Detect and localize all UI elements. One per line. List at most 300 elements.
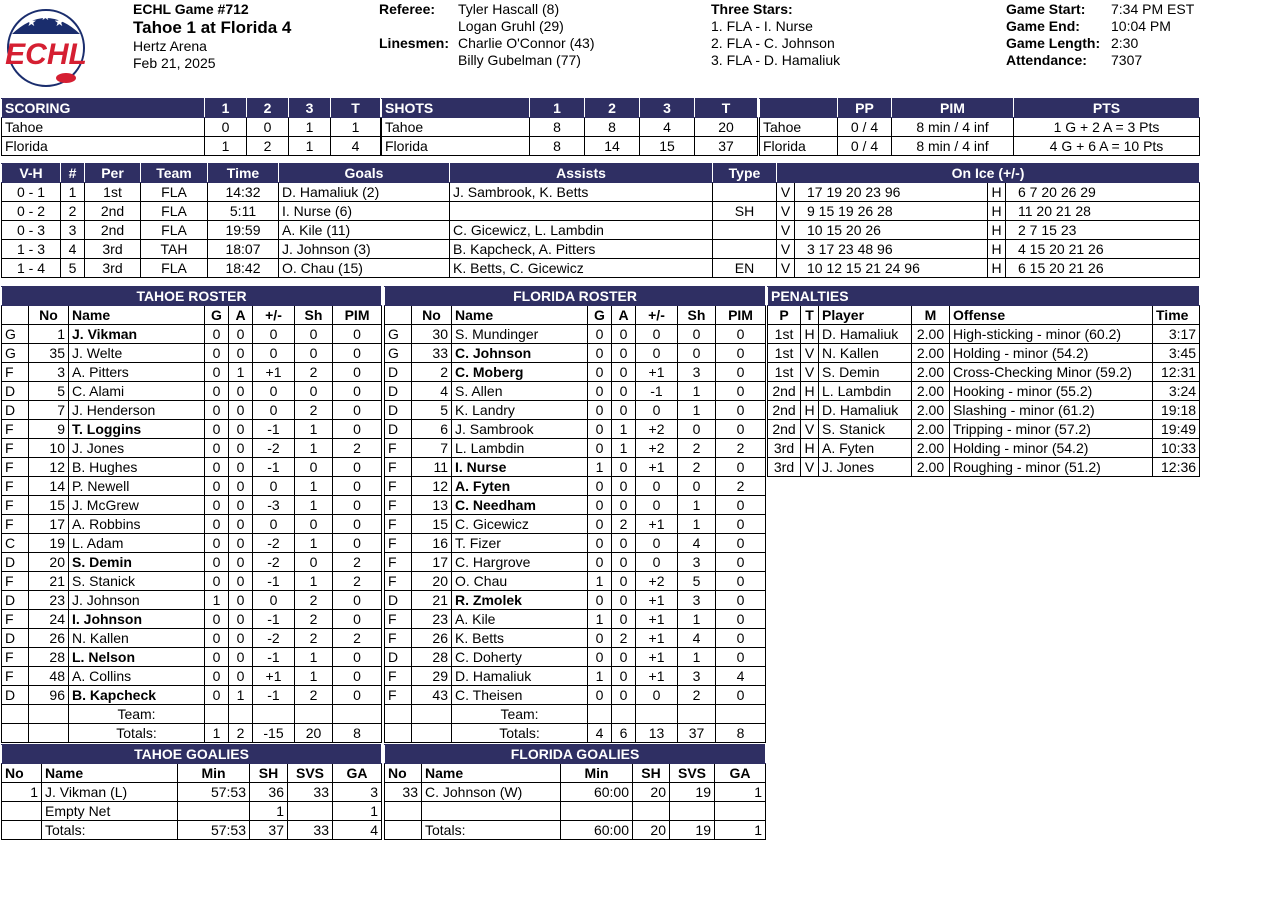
goals: 0 [205, 629, 229, 648]
team: FLA [141, 183, 208, 202]
goals: 0 [588, 686, 612, 705]
total-goals: 4 [588, 724, 612, 743]
penalty-minutes: 0 [716, 553, 766, 572]
empty-cell [412, 724, 452, 743]
plus-minus: 0 [253, 477, 295, 496]
penalty-minutes: 0 [716, 515, 766, 534]
goals: 0 [205, 382, 229, 401]
player-row [385, 420, 766, 439]
goal-number: 1 [61, 183, 85, 202]
penalty-time: 3:24 [1153, 382, 1200, 401]
empty-cell [205, 705, 229, 724]
player-row [2, 363, 382, 382]
player-row [2, 477, 382, 496]
position: F [385, 515, 412, 534]
penalty-row [768, 382, 1200, 401]
plus-minus: +1 [636, 363, 678, 382]
jersey-number: 21 [412, 591, 452, 610]
goalie-column-header: No [385, 764, 422, 783]
penalty-time: 19:49 [1153, 420, 1200, 439]
home-on-ice: 6 15 20 21 26 [1006, 259, 1200, 278]
goals-header: Team [141, 164, 208, 183]
penalty-minutes: 2.00 [912, 458, 950, 477]
plus-minus: +2 [636, 572, 678, 591]
player-name: N. Kallen [69, 629, 205, 648]
plus-minus: 0 [636, 477, 678, 496]
goals: 0 [588, 382, 612, 401]
svg-text:★: ★ [54, 15, 65, 29]
jersey-number: 26 [29, 629, 69, 648]
period: 3rd [85, 259, 141, 278]
penalty-column-header: Player [819, 306, 912, 325]
scoring-row [2, 137, 381, 156]
position: G [2, 325, 29, 344]
penalty-minutes: 0 [716, 344, 766, 363]
goalie-minutes [178, 802, 250, 821]
position: D [2, 591, 29, 610]
team-stats-table [759, 98, 1200, 156]
goals: 0 [588, 439, 612, 458]
period: 2nd [85, 221, 141, 240]
shots: 4 [678, 534, 716, 553]
shots: 0 [295, 515, 333, 534]
penalty-minutes: 0 [716, 401, 766, 420]
goal-time: 14:32 [208, 183, 279, 202]
visitor-marker: V [777, 259, 795, 278]
position: F [2, 667, 29, 686]
assists: C. Gicewicz, L. Lambdin [450, 221, 713, 240]
team-row [2, 705, 382, 724]
assists: 0 [612, 496, 636, 515]
stats-header: PIM [892, 99, 1014, 118]
roster-column-header [2, 306, 29, 325]
penalty-team: V [801, 458, 819, 477]
shots: 4 [678, 629, 716, 648]
penalty-row [768, 363, 1200, 382]
assists: 0 [229, 629, 253, 648]
total-score: 4 [331, 137, 381, 156]
position: F [385, 439, 412, 458]
total-assists: 6 [612, 724, 636, 743]
jersey-number: 23 [29, 591, 69, 610]
home-on-ice: 6 7 20 26 29 [1006, 183, 1200, 202]
penalty-minutes: 0 [333, 401, 382, 420]
team-name: Tahoe [760, 118, 838, 137]
goals-header: Type [713, 164, 777, 183]
jersey-number: 16 [412, 534, 452, 553]
penalty-minutes: 2 [333, 572, 382, 591]
shots: 3 [678, 363, 716, 382]
player-name: P. Newell [69, 477, 205, 496]
stats-header: PP [838, 99, 892, 118]
assists: 0 [612, 553, 636, 572]
penalty-minutes: 8 min / 4 inf [892, 118, 1014, 137]
linesman-1: Charlie O'Connor (43) [458, 35, 595, 51]
total-plus-minus: -15 [253, 724, 295, 743]
penalty-team: H [801, 439, 819, 458]
goalie-column-header: SVS [670, 764, 715, 783]
jersey-number: 5 [29, 382, 69, 401]
plus-minus: 0 [253, 325, 295, 344]
penalty-minutes: 2 [333, 629, 382, 648]
position: F [385, 686, 412, 705]
jersey-number: 5 [412, 401, 452, 420]
shots: 1 [678, 648, 716, 667]
player-row [385, 496, 766, 515]
shots: 1 [295, 667, 333, 686]
player-row [2, 648, 382, 667]
assists: 0 [229, 477, 253, 496]
player-row [2, 629, 382, 648]
player-name: C. Doherty [452, 648, 588, 667]
empty-cell [29, 705, 69, 724]
goals: 0 [588, 325, 612, 344]
player-row [385, 591, 766, 610]
goals: 0 [205, 401, 229, 420]
shots: 1 [295, 420, 333, 439]
visitor-marker: V [777, 221, 795, 240]
team-name: Florida [2, 137, 205, 156]
penalty-minutes: 8 min / 4 inf [892, 137, 1014, 156]
jersey-number: 33 [412, 344, 452, 363]
player-row [385, 515, 766, 534]
plus-minus: 0 [636, 325, 678, 344]
shots: 1 [678, 382, 716, 401]
goals: 0 [205, 648, 229, 667]
penalty-minutes: 0 [716, 496, 766, 515]
stats-row [760, 118, 1200, 137]
period-score: 2 [247, 137, 289, 156]
plus-minus: +2 [636, 420, 678, 439]
player-name: K. Landry [452, 401, 588, 420]
score-state: 0 - 1 [2, 183, 61, 202]
totals-label: Totals: [422, 821, 561, 840]
penalty-player: L. Lambdin [819, 382, 912, 401]
total-minutes: 60:00 [561, 821, 633, 840]
empty-cell [716, 705, 766, 724]
visitor-marker: V [777, 240, 795, 259]
game-times [1006, 1, 1194, 69]
plus-minus: +1 [253, 667, 295, 686]
assists: 0 [229, 420, 253, 439]
visitor-on-ice: 3 17 23 48 96 [795, 240, 988, 259]
roster-column-header: Name [452, 306, 588, 325]
assists: 0 [612, 401, 636, 420]
referee-label: Referee: [379, 1, 436, 17]
plus-minus: +1 [636, 629, 678, 648]
player-name: A. Pitters [69, 363, 205, 382]
goalie-totals-row [2, 821, 382, 840]
plus-minus: -1 [253, 648, 295, 667]
shots-header: 2 [585, 99, 640, 118]
shots: 0 [295, 382, 333, 401]
game-info [133, 1, 291, 72]
player-name: A. Fyten [452, 477, 588, 496]
goals: 1 [588, 667, 612, 686]
penalty-time: 3:45 [1153, 344, 1200, 363]
goalie-goals-against: 1 [715, 783, 766, 802]
jersey-number: 48 [29, 667, 69, 686]
shots: 2 [295, 686, 333, 705]
jersey-number: 2 [412, 363, 452, 382]
roster-header-row [2, 306, 382, 325]
player-row [2, 420, 382, 439]
home-marker: H [988, 183, 1006, 202]
game-end: 10:04 PM [1111, 18, 1171, 34]
penalty-minutes: 2.00 [912, 401, 950, 420]
player-name: S. Stanick [69, 572, 205, 591]
plus-minus: 0 [253, 382, 295, 401]
plus-minus: +1 [636, 515, 678, 534]
player-row [2, 534, 382, 553]
home-on-ice: 11 20 21 28 [1006, 202, 1200, 221]
penalty-minutes: 0 [333, 610, 382, 629]
player-name: S. Mundinger [452, 325, 588, 344]
period-shots: 4 [640, 118, 695, 137]
attendance-label: Attendance: [1006, 52, 1087, 68]
player-row [2, 515, 382, 534]
position: G [2, 344, 29, 363]
player-row [2, 458, 382, 477]
player-row [385, 553, 766, 572]
position: F [385, 610, 412, 629]
shots: 2 [295, 629, 333, 648]
period-shots: 15 [640, 137, 695, 156]
assists: 0 [612, 534, 636, 553]
shots: 0 [678, 344, 716, 363]
penalty-row [768, 420, 1200, 439]
tahoe-roster-table [1, 286, 382, 743]
shots: 2 [295, 363, 333, 382]
empty-cell [385, 724, 412, 743]
scoring-header: 1 [205, 99, 247, 118]
goal-type: EN [713, 259, 777, 278]
empty-cell [333, 705, 382, 724]
shots: 1 [678, 401, 716, 420]
empty-cell [678, 705, 716, 724]
home-on-ice: 4 15 20 21 26 [1006, 240, 1200, 259]
goals: 0 [205, 686, 229, 705]
totals-label: Totals: [69, 724, 205, 743]
player-row [385, 648, 766, 667]
goalie-saves [288, 802, 333, 821]
visitor-marker: V [777, 202, 795, 221]
period: 3rd [85, 240, 141, 259]
plus-minus: -2 [253, 553, 295, 572]
referee-2: Logan Gruhl (29) [458, 18, 564, 34]
plus-minus: -1 [253, 458, 295, 477]
assists: 0 [612, 591, 636, 610]
roster-column-header: A [612, 306, 636, 325]
player-row [385, 382, 766, 401]
goalie-shots: 36 [250, 783, 288, 802]
assists: 0 [229, 553, 253, 572]
assists: 0 [612, 572, 636, 591]
roster-column-header: G [205, 306, 229, 325]
jersey-number: 17 [29, 515, 69, 534]
plus-minus: 0 [636, 344, 678, 363]
goalie-column-header: Min [178, 764, 250, 783]
player-name: A. Kile [452, 610, 588, 629]
empty-cell [2, 724, 29, 743]
goalie-shots: 20 [633, 783, 670, 802]
goals: 0 [205, 344, 229, 363]
player-row [385, 667, 766, 686]
goals: 0 [205, 420, 229, 439]
total-pim: 8 [333, 724, 382, 743]
stars-label: Three Stars: [711, 1, 793, 17]
period-shots: 8 [585, 118, 640, 137]
penalties-header-row [768, 306, 1200, 325]
player-name: C. Moberg [452, 363, 588, 382]
goalie-number: 33 [385, 783, 422, 802]
player-row [385, 439, 766, 458]
goals: 0 [588, 591, 612, 610]
totals-label: Totals: [42, 821, 178, 840]
penalty-player: S. Stanick [819, 420, 912, 439]
plus-minus: 0 [636, 496, 678, 515]
shots: 2 [678, 439, 716, 458]
player-name: B. Kapcheck [69, 686, 205, 705]
roster-column-header: No [29, 306, 69, 325]
goals: 0 [588, 629, 612, 648]
goals-header: Per [85, 164, 141, 183]
goalie-number [385, 802, 422, 821]
player-row [385, 325, 766, 344]
penalty-time: 10:33 [1153, 439, 1200, 458]
goalies-title: FLORIDA GOALIES [385, 745, 766, 764]
assists: J. Sambrook, K. Betts [450, 183, 713, 202]
penalty-minutes: 0 [333, 534, 382, 553]
jersey-number: 96 [29, 686, 69, 705]
position: D [385, 420, 412, 439]
position: D [385, 363, 412, 382]
shots: 1 [678, 496, 716, 515]
jersey-number: 15 [29, 496, 69, 515]
penalty-player: N. Kallen [819, 344, 912, 363]
goal-row [2, 183, 1200, 202]
penalty-column-header: M [912, 306, 950, 325]
assists: 2 [612, 629, 636, 648]
goals: 0 [588, 477, 612, 496]
assists: 0 [229, 344, 253, 363]
player-name: K. Betts [452, 629, 588, 648]
plus-minus: 0 [253, 401, 295, 420]
empty-cell [2, 705, 29, 724]
plus-minus: +1 [253, 363, 295, 382]
penalty-time: 3:17 [1153, 325, 1200, 344]
penalty-minutes: 2 [333, 439, 382, 458]
goalies-title: TAHOE GOALIES [2, 745, 382, 764]
team-name: Florida [760, 137, 838, 156]
star-3: 3. FLA - D. Hamaliuk [711, 52, 841, 68]
goalie-column-header: Name [42, 764, 178, 783]
player-name: I. Johnson [69, 610, 205, 629]
player-name: R. Zmolek [452, 591, 588, 610]
goalie-minutes [561, 802, 633, 821]
penalty-period: 3rd [768, 439, 801, 458]
roster-column-header: A [229, 306, 253, 325]
penalty-minutes: 2.00 [912, 325, 950, 344]
player-row [385, 686, 766, 705]
goalie-row [385, 783, 766, 802]
penalty-minutes: 2.00 [912, 439, 950, 458]
goalie-column-header: GA [333, 764, 382, 783]
penalty-row [768, 458, 1200, 477]
goalie-minutes: 60:00 [561, 783, 633, 802]
goalie-shots [633, 802, 670, 821]
total-shots: 20 [633, 821, 670, 840]
goal-row [2, 221, 1200, 240]
penalty-player: S. Demin [819, 363, 912, 382]
penalty-player: J. Jones [819, 458, 912, 477]
goalie-goals-against [715, 802, 766, 821]
shots: 2 [295, 610, 333, 629]
player-row [2, 325, 382, 344]
assists: 0 [612, 667, 636, 686]
penalty-offense: Roughing - minor (51.2) [950, 458, 1153, 477]
team-label: Team: [69, 705, 205, 724]
player-row [385, 344, 766, 363]
assists: 0 [612, 477, 636, 496]
player-name: C. Alami [69, 382, 205, 401]
penalty-minutes: 0 [716, 382, 766, 401]
player-row [385, 477, 766, 496]
penalty-minutes: 0 [716, 648, 766, 667]
shots: 3 [678, 553, 716, 572]
penalty-minutes: 0 [716, 458, 766, 477]
goals: 0 [588, 553, 612, 572]
goals: 0 [205, 553, 229, 572]
totals-row [385, 724, 766, 743]
scorer: O. Chau (15) [279, 259, 450, 278]
player-name: J. Jones [69, 439, 205, 458]
stats-header: PTS [1014, 99, 1200, 118]
visitor-on-ice: 10 15 20 26 [795, 221, 988, 240]
penalty-player: D. Hamaliuk [819, 325, 912, 344]
player-row [2, 382, 382, 401]
total-shots: 37 [695, 137, 758, 156]
scoring-header: 2 [247, 99, 289, 118]
plus-minus: 0 [636, 553, 678, 572]
team-label: Team: [452, 705, 588, 724]
stats-row [760, 137, 1200, 156]
team: FLA [141, 202, 208, 221]
goalie-minutes: 57:53 [178, 783, 250, 802]
goalie-number: 1 [2, 783, 42, 802]
plus-minus: +2 [636, 439, 678, 458]
penalties-table [767, 286, 1200, 477]
game-date: Feb 21, 2025 [133, 55, 216, 71]
roster-header-row [385, 306, 766, 325]
goal-type: SH [713, 202, 777, 221]
goal-number: 2 [61, 202, 85, 221]
team: FLA [141, 259, 208, 278]
period: 1st [85, 183, 141, 202]
assists: 0 [612, 382, 636, 401]
penalty-minutes: 0 [716, 420, 766, 439]
goals: 1 [588, 458, 612, 477]
game-title: ECHL Game #712 [133, 1, 249, 17]
penalty-player: A. Fyten [819, 439, 912, 458]
goalie-saves [670, 802, 715, 821]
penalties-title: PENALTIES [768, 287, 1200, 306]
assists: 0 [612, 648, 636, 667]
tahoe-goalies-table [1, 744, 382, 840]
shots: 0 [295, 325, 333, 344]
goals: 0 [588, 648, 612, 667]
scoring-header: T [331, 99, 381, 118]
